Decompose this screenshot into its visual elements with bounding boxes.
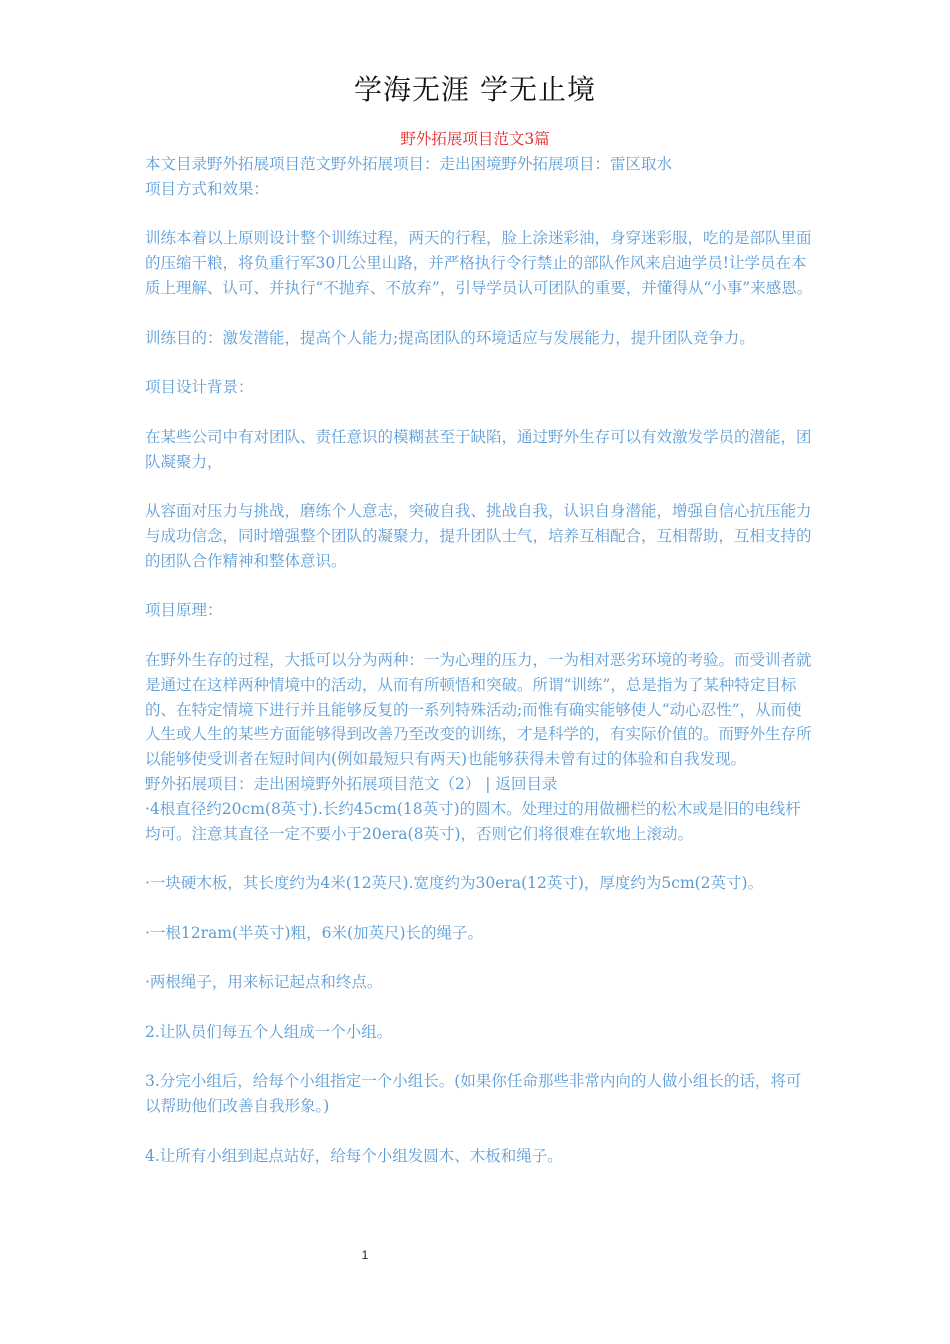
list-item: ·两根绳子，用来标记起点和终点。 — [145, 973, 383, 992]
paragraph: 训练本着以上原则设计整个训练过程，两天的行程，脸上涂迷彩油，身穿迷彩服，吃的是部队里面的压缩干粮，将负重行军30几公里山路，并严格执行令行禁止的部队作风来启迪学员!让学员在本质上理解、认可、并执行“不抛弃、不放弃”，引导学员认可团队的重要，并懂得从“小事”来感恩。 — [145, 229, 813, 297]
paragraph: 在野外生存的过程，大抵可以分为两种：一为心理的压力，一为相对恶劣环境的考验。而受训者就是通过在这样两种情境中的活动，从而有所顿悟和突破。所谓“训练”，总是指为了某种特定目标的、在特定情境下进行并且能够反复的一系列特殊活动;而惟有确实能够使人“动心忍性”，从而使人生或人生的某些方面能够得到改善乃至改变的训练，才是科学的，有实际价值的。而野外生存所以能够使受训者在短时间内(例如最短只有两天)也能够获得未曾有过的体验和自我发现。 — [145, 650, 812, 769]
list-item: 4.让所有小组到起点站好，给每个小组发圆木、木板和绳子。 — [145, 1146, 563, 1165]
list-item: 2.让队员们每五个人组成一个小组。 — [145, 1022, 393, 1041]
table-of-contents: 本文目录野外拓展项目范文野外拓展项目：走出困境野外拓展项目：雷区取水 — [145, 155, 673, 173]
page-number: 1 — [361, 1248, 369, 1262]
document-body — [145, 152, 813, 1169]
document-title: 野外拓展项目范文3篇 — [400, 130, 550, 148]
section-heading: 项目设计背景： — [145, 378, 254, 397]
section-heading: 项目方式和效果： — [145, 179, 270, 198]
page-header: 学海无涯 学无止境 — [354, 73, 596, 106]
paragraph: 训练目的：激发潜能，提高个人能力;提高团队的环境适应与发展能力，提升团队竞争力。 — [145, 328, 755, 347]
list-item: ·4根直径约20cm(8英寸).长约45cm(18英寸)的圆木。处理过的用做栅栏的松木或是旧的电线杆均可。注意其直径一定不要小于20era(8英寸)，否则它们将很难在软地上滚动。 — [145, 799, 801, 843]
section-heading: 项目原理： — [145, 601, 223, 620]
list-item: ·一根12ram(半英寸)粗，6米(加英尺)长的绳子。 — [145, 923, 484, 942]
paragraph: 从容面对压力与挑战，磨练个人意志，突破自我、挑战自我，认识自身潜能，增强自信心抗压能力与成功信念，同时增强整个团队的凝聚力，提升团队士气，培养互相配合，互相帮助，互相支持的的团队合作精神和整体意识。 — [145, 502, 812, 570]
section-link-line[interactable]: 野外拓展项目：走出困境野外拓展项目范文（2） | 返回目录 — [145, 774, 558, 793]
list-item: ·一块硬木板，其长度约为4米(12英尺).宽度约为30era(12英寸)，厚度约为5cm(2英寸)。 — [145, 874, 764, 893]
list-item: 3.分完小组后，给每个小组指定一个小组长。(如果你任命那些非常内向的人做小组长的话，将可以帮助他们改善自我形象。) — [145, 1072, 802, 1116]
paragraph: 在某些公司中有对团队、责任意识的模糊甚至于缺陷，通过野外生存可以有效激发学员的潜能，团队凝聚力， — [145, 427, 812, 471]
